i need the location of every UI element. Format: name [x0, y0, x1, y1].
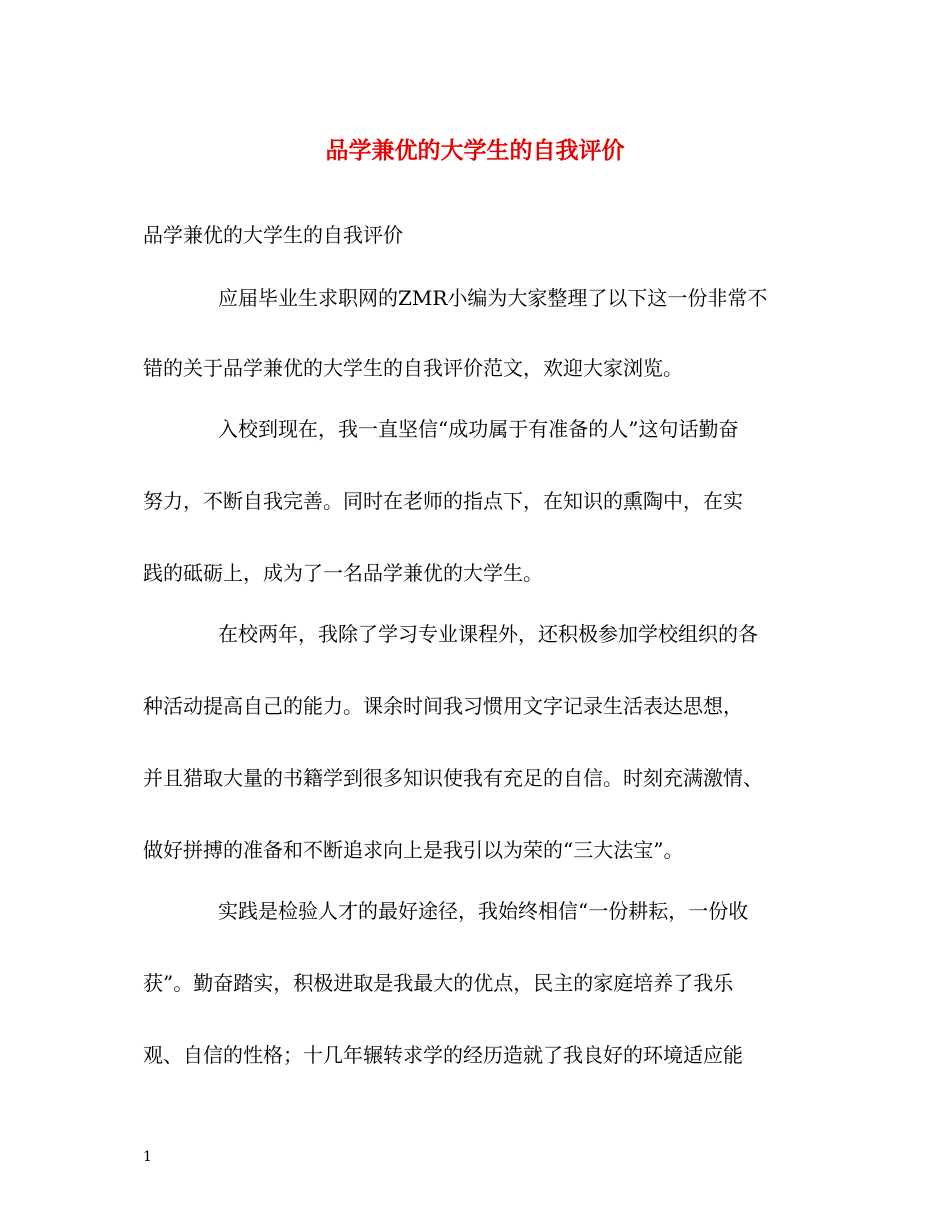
text-line: 践的砥砺上，成为了一名品学兼优的大学生。 — [143, 561, 543, 585]
text-line: 在校两年，我除了学习专业课程外，还积极参加学校组织的各 — [218, 622, 758, 646]
text-line: 种活动提高自己的能力。课余时间我习惯用文字记录生活表达思想， — [143, 694, 743, 718]
text-line: 并且猎取大量的书籍学到很多知识使我有充足的自信。时刻充满激情、 — [143, 766, 763, 790]
text-line: 入校到现在，我一直坚信“成功属于有准备的人”这句话勤奋 — [218, 417, 739, 441]
text-line: 观、自信的性格；十几年辗转求学的经历造就了我良好的环境适应能 — [143, 1043, 743, 1067]
page-number: 1 — [143, 1149, 152, 1165]
text-line: 努力，不断自我完善。同时在老师的指点下，在知识的熏陶中，在实 — [143, 489, 743, 513]
text-line: 错的关于品学兼优的大学生的自我评价范文，欢迎大家浏览。 — [143, 356, 683, 380]
text-line: 获”。勤奋踏实，积极进取是我最大的优点，民主的家庭培养了我乐 — [143, 971, 734, 995]
document-title: 品学兼优的大学生的自我评价 — [325, 137, 625, 164]
text-line: 实践是检验人才的最好途径，我始终相信“一份耕耘，一份收 — [218, 899, 749, 923]
document-subtitle: 品学兼优的大学生的自我评价 — [143, 223, 403, 247]
text-line: 应届毕业生求职网的ZMR小编为大家整理了以下这一份非常不 — [218, 286, 768, 310]
text-line: 做好拼搏的准备和不断追求向上是我引以为荣的“三大法宝”。 — [143, 838, 684, 862]
